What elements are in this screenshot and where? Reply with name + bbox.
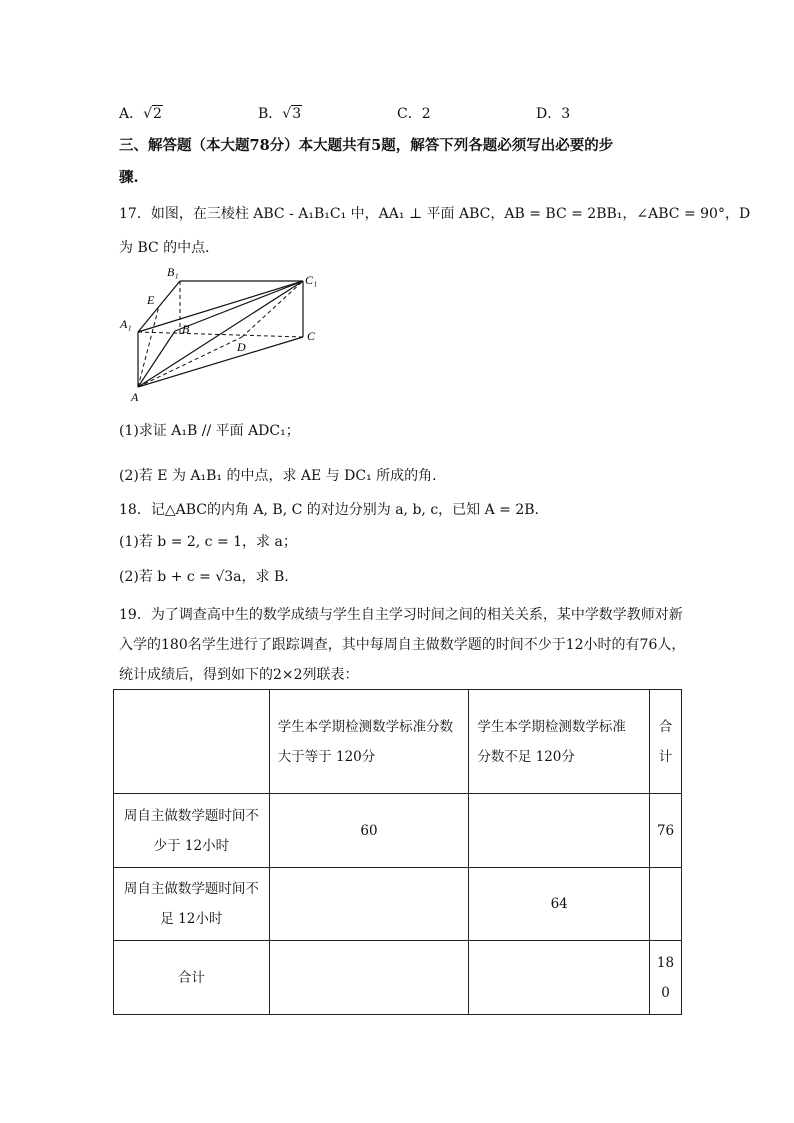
- table-header-row: [114, 690, 682, 794]
- table-cell: [469, 794, 650, 868]
- label-d: D: [237, 340, 246, 354]
- table-cell: [469, 941, 650, 1015]
- option-b: B．√3: [258, 106, 302, 122]
- q19-stem: 19．为了调查高中生的数学成绩与学生自主学习时间之间的相关关系，某中学数学教师对新: [119, 607, 683, 623]
- table-row: [114, 868, 682, 941]
- option-a: A．√2: [119, 106, 162, 122]
- label-c1: C₁: [305, 273, 318, 287]
- q18-part1: (1)若 b = 2, c = 1，求 a；: [119, 534, 297, 550]
- table-cell-total: [650, 868, 682, 941]
- table-cell: 60: [269, 794, 469, 868]
- table-cell-total: 18 0: [650, 941, 682, 1015]
- section-heading-cont: 骤.: [119, 169, 139, 186]
- label-b: B: [182, 322, 190, 336]
- prism-figure: [115, 262, 330, 407]
- q17-part2: (2)若 E 为 A₁B₁ 的中点，求 AE 与 DC₁ 所成的角．: [119, 468, 447, 484]
- q19-stem-cont: 入学的180名学生进行了跟踪调查，其中每周自主做数学题的时间不少于12小时的有76人，: [119, 637, 686, 653]
- label-a: A: [131, 390, 139, 404]
- label-e: E: [147, 293, 155, 307]
- edge-a-b: [138, 331, 175, 387]
- q17-part1: (1)求证 A₁B // 平面 ADC₁；: [119, 423, 300, 439]
- option-c: C．2: [397, 106, 431, 122]
- table-cell: 64: [469, 868, 650, 941]
- row-label-cell: 周自主做数学题时间不 少于 12小时: [114, 794, 270, 868]
- contingency-table: [113, 689, 682, 1015]
- table-corner-cell: [114, 690, 270, 794]
- edge-a-c: [138, 337, 303, 387]
- edge-a1-b1: [138, 281, 180, 332]
- header-cell-total: 合 计: [650, 690, 682, 794]
- label-c: C: [307, 329, 316, 343]
- sqrt-symbol: √: [282, 106, 292, 122]
- row-label-cell: 周自主做数学题时间不 足 12小时: [114, 868, 270, 941]
- table-cell: [269, 941, 469, 1015]
- section-heading: 三、解答题（本大题78分）本大题共有5题，解答下列各题必须写出必要的步: [119, 137, 614, 154]
- q18-stem: 18．记△ABC的内角 A, B, C 的对边分别为 a, b, c，已知 A = 2B.: [119, 502, 539, 518]
- q17-stem-cont: 为 BC 的中点．: [119, 240, 220, 256]
- table-cell-total: 76: [650, 794, 682, 868]
- edge-a-c1: [138, 281, 303, 387]
- edge-a1-c1: [138, 281, 303, 332]
- label-b1: B₁: [167, 265, 179, 279]
- q19-stem-cont2: 统计成绩后，得到如下的2×2列联表：: [119, 667, 359, 683]
- hidden-edge-a-d: [138, 337, 242, 387]
- edge-b-c1: [175, 281, 303, 331]
- q18-part2: (2)若 b + c = √3a，求 B.: [119, 569, 289, 585]
- sqrt-symbol: √: [143, 106, 153, 122]
- hidden-edge-d-c1: [242, 281, 303, 337]
- q17-stem: 17．如图，在三棱柱 ABC - A₁B₁C₁ 中，AA₁ ⊥ 平面 ABC，AB = BC = 2BB₁，∠ABC = 90°，D: [119, 206, 751, 222]
- table-row: [114, 794, 682, 868]
- table-row: [114, 941, 682, 1015]
- header-cell-score-low: 学生本学期检测数学标准 分数不足 120分: [469, 690, 650, 794]
- label-a1: A₁: [120, 317, 132, 331]
- option-d: D．3: [536, 106, 571, 122]
- header-cell-score-high: 学生本学期检测数学标准分数 大于等于 120分: [269, 690, 469, 794]
- table-cell: [269, 868, 469, 941]
- row-label-cell: 合计: [114, 941, 270, 1015]
